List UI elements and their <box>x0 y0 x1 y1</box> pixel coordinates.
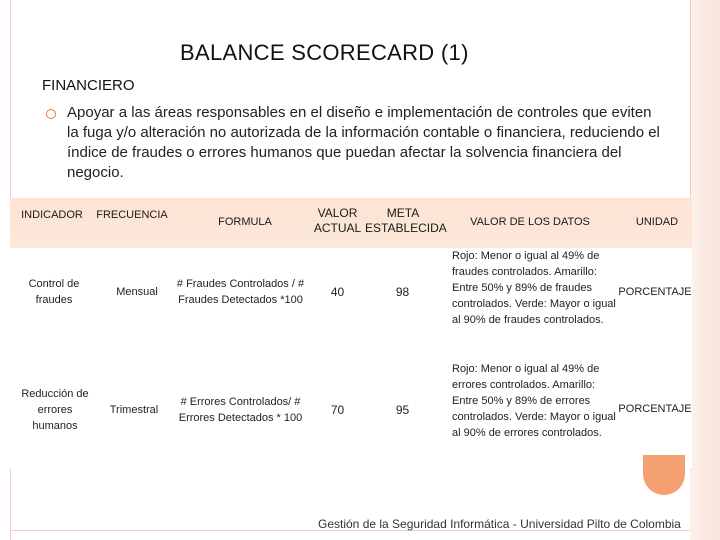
section-label: FINANCIERO <box>42 77 135 94</box>
table-row <box>10 248 692 338</box>
header-valor-actual: VALOR ACTUAL <box>313 206 362 235</box>
row2-meta: 95 <box>395 403 410 417</box>
header-formula: FORMULA <box>218 216 272 228</box>
row1-frecuencia: Mensual <box>116 286 158 298</box>
row2-frecuencia: Trimestral <box>109 404 159 416</box>
table-row <box>10 338 692 468</box>
row1-valor-datos: Rojo: Menor o igual al 49% de fraudes controlados. Amarillo: Entre 50% y 89% de fraudes controlados. Verde: Mayor o igual al 90% de fraudes controlados. <box>452 250 616 326</box>
bullet-circle-icon <box>46 109 56 119</box>
decorative-orange-shape <box>643 455 685 495</box>
row2-unidad: PORCENTAJE <box>618 403 692 415</box>
row1-formula: # Fraudes Controlados / # Fraudes Detectados *100 <box>176 278 305 306</box>
slide-side-band <box>690 0 720 540</box>
table-header-row <box>10 198 692 248</box>
header-indicador: INDICADOR <box>21 209 83 221</box>
header-valor-datos: VALOR DE LOS DATOS <box>470 216 590 228</box>
slide-title: BALANCE SCORECARD (1) <box>180 40 469 65</box>
row2-formula: # Errores Controlados/ # Errores Detectados * 100 <box>178 396 303 424</box>
footer-text: Gestión de la Seguridad Informática - Universidad Pilto de Colombia <box>318 517 681 531</box>
row1-unidad: PORCENTAJE <box>618 286 692 298</box>
row1-indicador: Control de fraudes <box>28 278 80 306</box>
header-frecuencia: FRECUENCIA <box>96 209 168 221</box>
header-meta: META ESTABLECIDA <box>365 206 447 235</box>
row1-meta: 98 <box>395 285 410 299</box>
row2-indicador: Reducción de errores humanos <box>21 388 89 432</box>
row2-valor-actual: 70 <box>330 403 345 417</box>
intro-paragraph: Apoyar a las áreas responsables en el diseño e implementación de controles que eviten la fuga y/o alteración no autorizada de la información contable o financiera, reduciendo el índice de fraudes o errores humanos que puedan afectar la solvencia financiera del negocio. <box>67 104 660 181</box>
row2-valor-datos: Rojo: Menor o igual al 49% de errores controlados. Amarillo: Entre 50% y 89% de errores controlados. Verde: Mayor o igual al 90% de errores controlados. <box>452 363 616 439</box>
header-unidad: UNIDAD <box>635 216 679 228</box>
row1-valor-actual: 40 <box>330 285 345 299</box>
